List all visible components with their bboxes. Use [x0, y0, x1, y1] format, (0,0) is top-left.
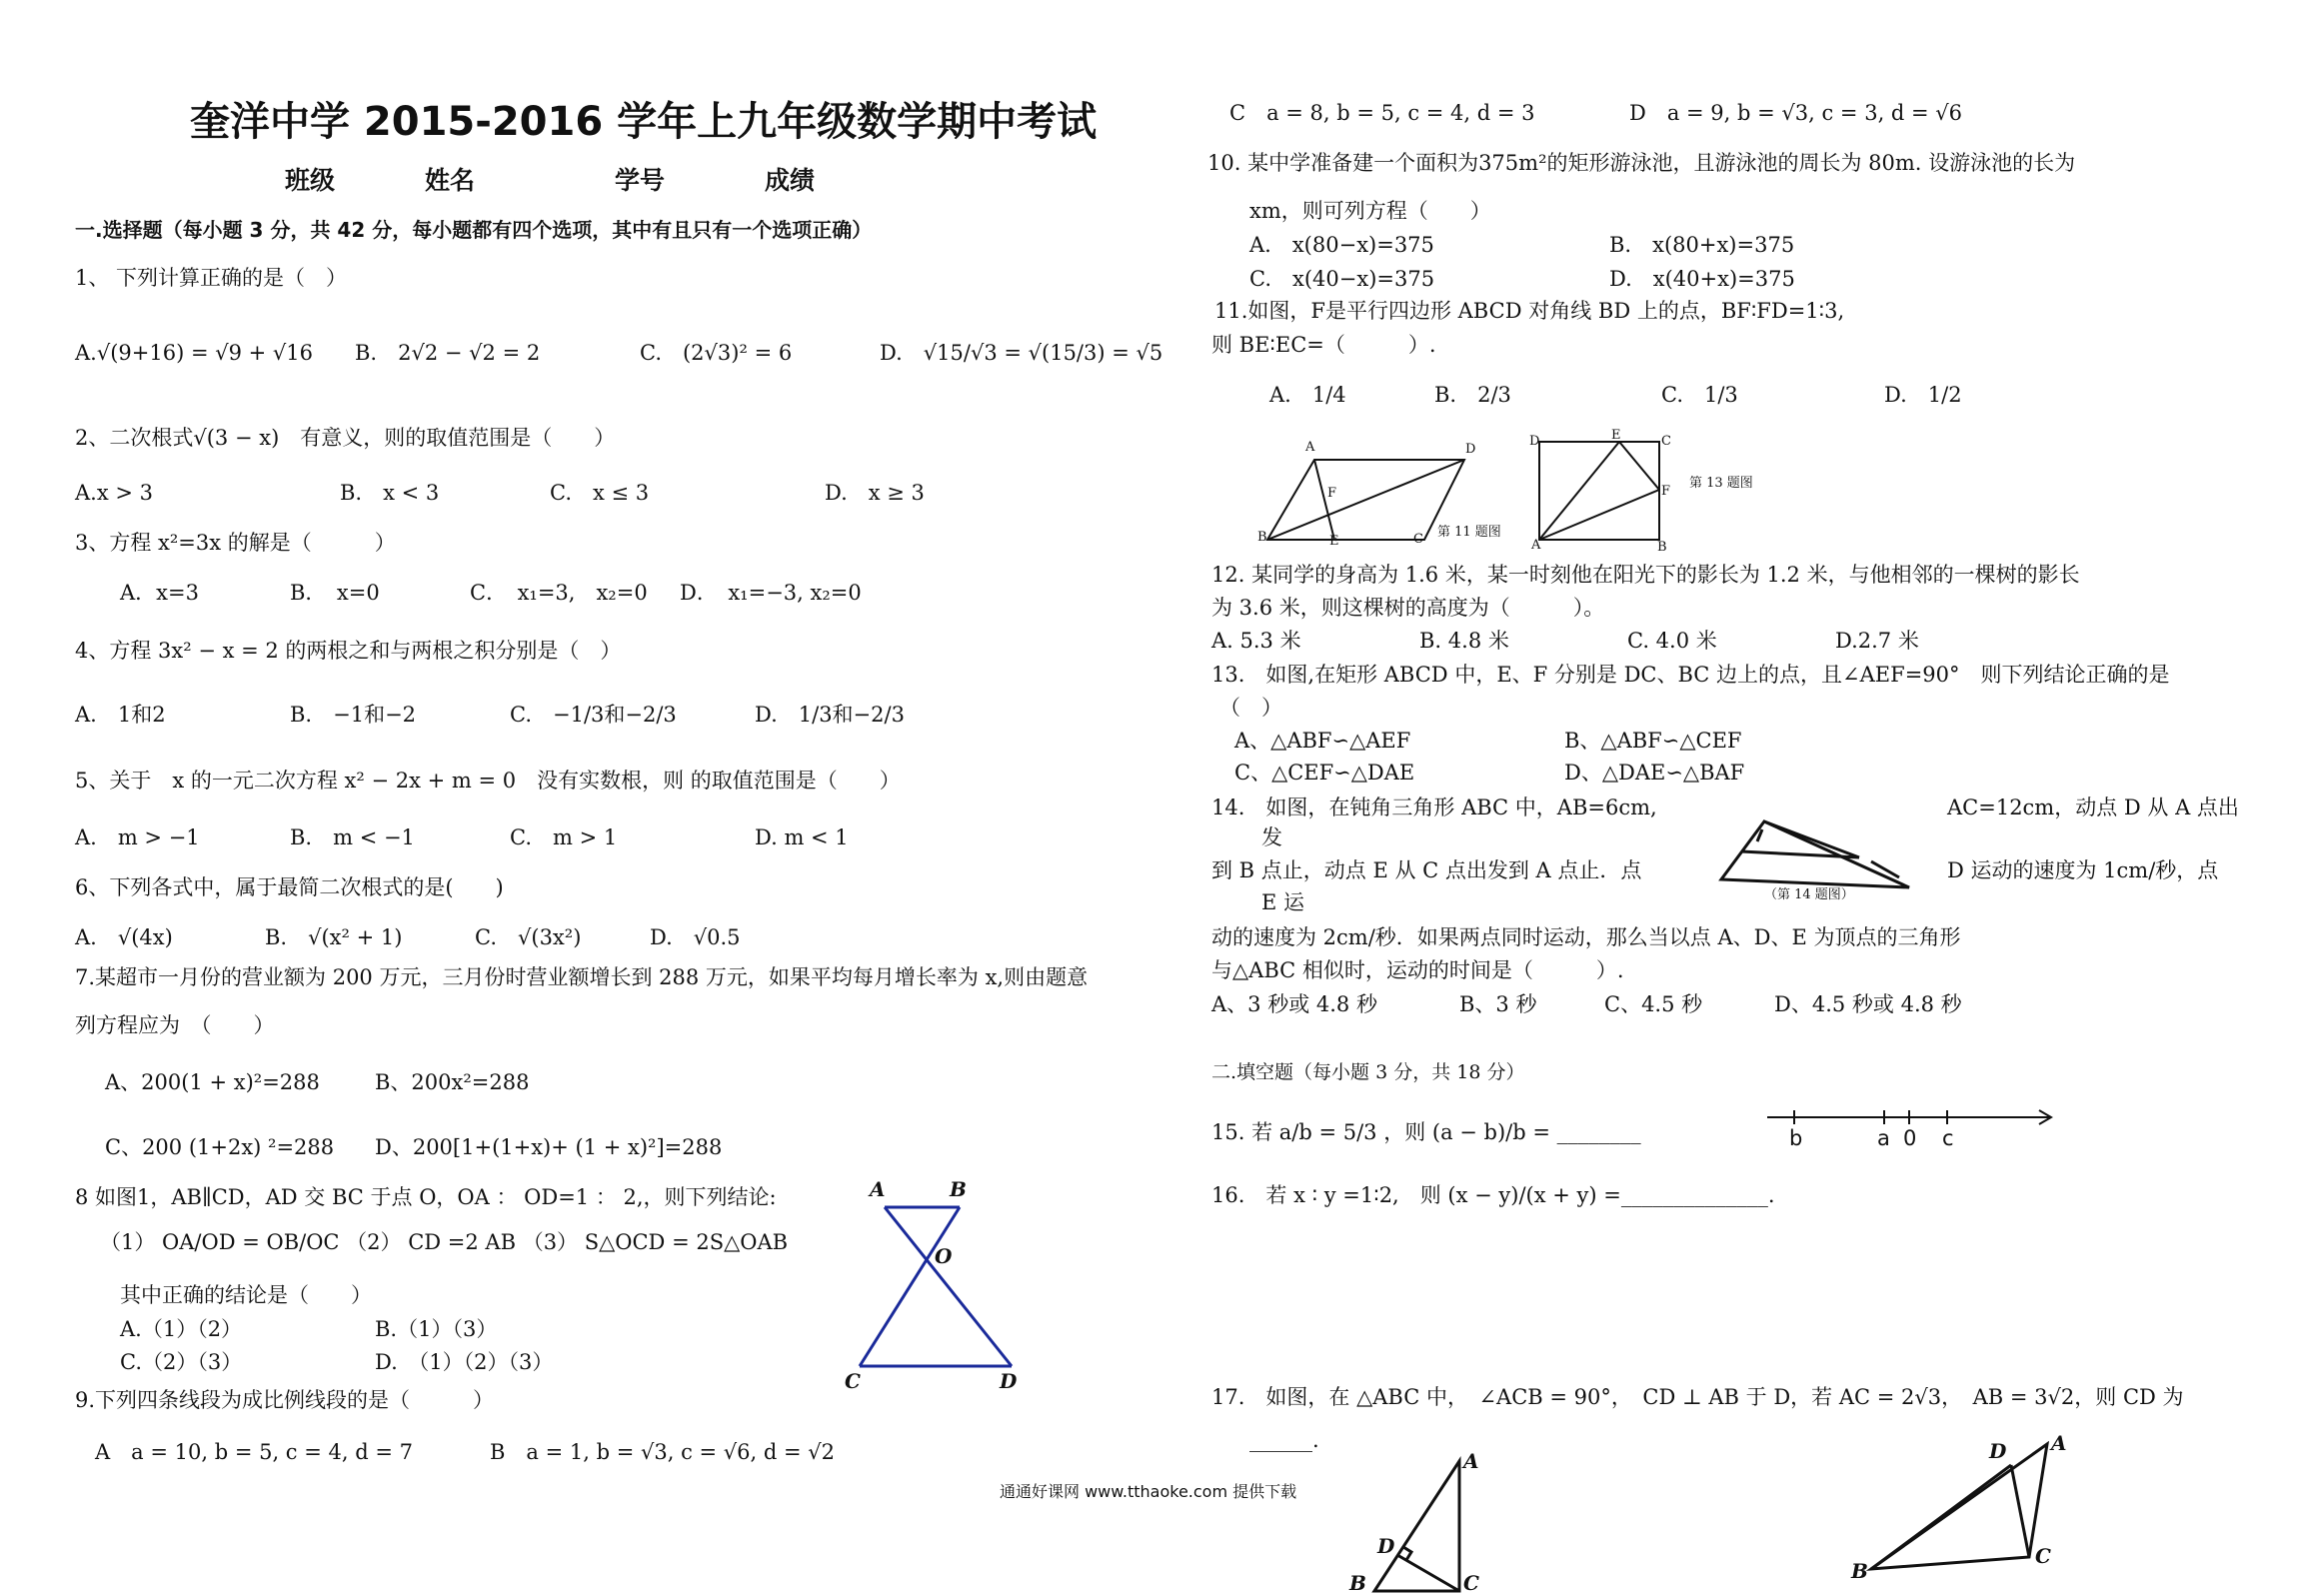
q7-option-d: D、200[1+(1+x)+ (1 + x)²]=288: [375, 1135, 723, 1159]
q13-point-d: D: [1529, 434, 1540, 449]
q10-option-d: D. x(40+x)=375: [1609, 267, 1795, 291]
q4-stem: 4、方程 3x² − x = 2 的两根之和与两根之积分别是（ ）: [75, 639, 622, 663]
q7-stem-line2: 列方程应为 （ ）: [75, 1013, 275, 1037]
q14-option-c: C、4.5 秒: [1604, 992, 1703, 1016]
q1-option-c: C. (2√3)² = 6: [640, 341, 793, 365]
q2-option-d: D. x ≥ 3: [825, 481, 925, 505]
q15-stem: 15. 若 a/b = 5/3 ，则 (a − b)/b = ________: [1211, 1120, 1641, 1144]
q14-option-b: B、3 秒: [1459, 992, 1537, 1016]
q14-line2-left: 到 B 点止，动点 E 从 C 点出发到 A 点止．点: [1211, 858, 1642, 882]
q8-option-c: C.（2）（3）: [120, 1350, 243, 1374]
q14-line2-wrap: E 运: [1261, 890, 1305, 914]
q10-stem-line2: xm，则可列方程（ ）: [1249, 199, 1491, 223]
q11-figure-caption: 第 11 题图: [1437, 525, 1501, 540]
q6-option-b: B. √(x² + 1): [265, 925, 403, 949]
q13-option-c: C、△CEF∽△DAE: [1234, 761, 1415, 785]
q11-stem-line1: 11.如图，F是平行四边形 ABCD 对角线 BD 上的点，BF∶FD=1∶3,: [1214, 299, 1845, 323]
q6-stem: 6、下列各式中，属于最简二次根式的是( ): [75, 875, 504, 899]
q8-point-b: B: [950, 1177, 967, 1201]
q8-point-c: C: [845, 1369, 861, 1393]
q3-option-a: A．x=3: [120, 581, 199, 605]
q4-option-d: D. 1/3和−2/3: [755, 703, 905, 727]
q15-label-b: b: [1789, 1126, 1803, 1150]
q17-blank: ______.: [1249, 1428, 1319, 1452]
q12-option-b: B. 4.8 米: [1419, 629, 1509, 653]
q1-option-d: D. √15/√3 = √(15/3) = √5: [880, 341, 1163, 365]
q15-label-c: c: [1942, 1126, 1954, 1150]
q3-option-d: D． x₁=−3, x₂=0: [680, 581, 862, 605]
exam-title: 奎洋中学 2015-2016 学年上九年级数学期中考试: [190, 99, 1098, 145]
q17a-point-b: B: [1349, 1571, 1366, 1595]
q13-figure-caption: 第 13 题图: [1689, 476, 1753, 491]
q7-stem-line1: 7.某超市一月份的营业额为 200 万元，三月份时营业额增长到 288 万元，如果平均每月增长率为 x,则由题意: [75, 965, 1089, 989]
q9-option-c: C a = 8, b = 5, c = 4, d = 3: [1229, 101, 1535, 125]
q8-option-b: B.（1）（3）: [375, 1317, 498, 1341]
q5-option-a: A. m > −1: [75, 825, 200, 849]
q9-option-d: D a = 9, b = √3, c = 3, d = √6: [1629, 101, 1963, 125]
q9-stem: 9.下列四条线段为成比例线段的是（ ）: [75, 1388, 495, 1412]
id-field-label: 学号: [615, 166, 666, 195]
q7-option-a: A、200(1 + x)²=288: [105, 1070, 320, 1094]
q8-which: 其中正确的结论是（ ）: [120, 1283, 372, 1307]
q8-option-a: A.（1）（2）: [120, 1317, 243, 1341]
q6-option-c: C. √(3x²): [475, 925, 582, 949]
q17b-point-d: D: [1989, 1439, 2007, 1463]
q17a-point-a: A: [1463, 1449, 1479, 1473]
q14-line2-right: D 运动的速度为 1cm/秒，点: [1947, 858, 2219, 882]
q13-option-b: B、△ABF∽△CEF: [1564, 729, 1742, 753]
q13-point-c: C: [1661, 434, 1671, 449]
q15-label-zero: 0: [1903, 1126, 1917, 1150]
q14-line1-left: 14. 如图，在钝角三角形 ABC 中，AB=6cm,: [1211, 796, 1657, 819]
q2-stem: 2、二次根式√(3 − x) 有意义，则的取值范围是（ ）: [75, 426, 616, 450]
q12-stem-line2: 为 3.6 米，则这棵树的高度为（ ）。: [1211, 596, 1605, 620]
q11-option-a: A. 1/4: [1269, 383, 1346, 407]
q14-line1-right: AC=12cm，动点 D 从 A 点出: [1947, 796, 2239, 819]
q1-option-b: B. 2√2 − √2 = 2: [355, 341, 541, 365]
q8-point-o: O: [935, 1244, 953, 1268]
q11-point-c: C: [1413, 532, 1423, 547]
q12-option-d: D.2.7 米: [1835, 629, 1919, 653]
q5-stem: 5、关于 x 的一元二次方程 x² − 2x + m = 0 没有实数根，则 的取值范围是（ ）: [75, 769, 901, 793]
q10-option-a: A. x(80−x)=375: [1249, 233, 1434, 257]
q2-option-b: B. x < 3: [340, 481, 440, 505]
q14-figure-caption: （第 14 题图）: [1764, 887, 1854, 902]
q13-stem-line1: 13. 如图,在矩形 ABCD 中，E、F 分别是 DC、BC 边上的点，且∠AEF=90° 则下列结论正确的是: [1211, 663, 2170, 687]
q13-point-f: F: [1661, 484, 1671, 499]
q11-point-b: B: [1257, 530, 1267, 545]
q15-label-a: a: [1877, 1126, 1890, 1150]
q6-option-a: A. √(4x): [75, 925, 173, 949]
q14-line1-wrap: 发: [1261, 825, 1282, 849]
q17b-point-c: C: [2035, 1544, 2051, 1568]
q8-point-d: D: [1000, 1369, 1018, 1393]
q10-option-b: B. x(80+x)=375: [1609, 233, 1795, 257]
q12-stem-line1: 12. 某同学的身高为 1.6 米，某一时刻他在阳光下的影长为 1.2 米，与他相邻的一棵树的影长: [1211, 563, 2080, 587]
q13-option-d: D、△DAE∽△BAF: [1564, 761, 1745, 785]
q6-option-d: D. √0.5: [650, 925, 741, 949]
q9-option-b: B a = 1, b = √3, c = √6, d = √2: [490, 1440, 836, 1464]
q12-option-c: C. 4.0 米: [1627, 629, 1717, 653]
q4-option-b: B. −1和−2: [290, 703, 417, 727]
q13-option-a: A、△ABF∽△AEF: [1234, 729, 1411, 753]
q2-option-c: C. x ≤ 3: [550, 481, 650, 505]
q1-stem: 1、 下列计算正确的是（ ）: [75, 266, 348, 290]
name-field-label: 姓名: [425, 166, 476, 195]
q7-option-c: C、200 (1+2x) ²=288: [105, 1135, 335, 1159]
q11-point-f: F: [1327, 486, 1337, 501]
q17-stem: 17. 如图，在 △ABC 中， ∠ACB = 90°， CD ⊥ AB 于 D，若 AC = 2√3， AB = 3√2，则 CD 为: [1211, 1385, 2184, 1409]
q17b-point-b: B: [1851, 1559, 1868, 1583]
q8-option-d: D. （1）（2）（3）: [375, 1350, 554, 1374]
q13-point-e: E: [1611, 428, 1621, 443]
q14-line4: 与△ABC 相似时，运动的时间是（ ）.: [1211, 958, 1624, 982]
q11-option-d: D. 1/2: [1884, 383, 1962, 407]
q4-option-c: C. −1/3和−2/3: [510, 703, 677, 727]
q4-option-a: A. 1和2: [75, 703, 166, 727]
section-choice-heading: 一.选择题（每小题 3 分，共 42 分，每小题都有四个选项，其中有且只有一个选项正确）: [75, 218, 873, 242]
q11-stem-line2: 则 BE∶EC=（ ）.: [1211, 333, 1436, 357]
q11-point-e: E: [1329, 534, 1339, 549]
q8-stem: 8 如图1，AB∥CD，AD 交 BC 于点 O，OA ： OD=1 ： 2,，则下列结论:: [75, 1185, 777, 1209]
q14-line3: 动的速度为 2cm/秒．如果两点同时运动，那么当以点 A、D、E 为顶点的三角形: [1211, 925, 1961, 949]
q17a-point-d: D: [1377, 1534, 1395, 1558]
footer-source: 通通好课网 www.tthaoke.com 提供下载: [1000, 1482, 1297, 1501]
q14-option-d: D、4.5 秒或 4.8 秒: [1774, 992, 1962, 1016]
q12-option-a: A. 5.3 米: [1211, 629, 1301, 653]
q1-option-a: A.√(9+16) = √9 + √16: [75, 341, 314, 365]
q13-stem-line2: （ ）: [1219, 696, 1282, 720]
q3-option-b: B． x=0: [290, 581, 380, 605]
q5-option-b: B. m < −1: [290, 825, 415, 849]
score-field-label: 成绩: [765, 166, 816, 195]
q9-option-a: A a = 10, b = 5, c = 4, d = 7: [95, 1440, 413, 1464]
section-fill-heading: 二.填空题（每小题 3 分，共 18 分）: [1211, 1061, 1525, 1083]
q2-option-a: A.x > 3: [75, 481, 153, 505]
q17a-point-c: C: [1463, 1571, 1479, 1595]
q13-point-a: A: [1531, 538, 1541, 553]
q8-statements: （1） OA/OD = OB/OC （2） CD =2 AB （3） S△OCD = 2S△OAB: [100, 1230, 789, 1254]
q5-option-d: D. m < 1: [755, 825, 849, 849]
q11-point-d: D: [1465, 442, 1476, 457]
q11-option-b: B. 2/3: [1434, 383, 1511, 407]
q8-point-a: A: [870, 1177, 886, 1201]
q14-option-a: A、3 秒或 4.8 秒: [1211, 992, 1377, 1016]
q11-option-c: C. 1/3: [1661, 383, 1738, 407]
q11-point-a: A: [1305, 440, 1315, 455]
q10-stem-line1: 10. 某中学准备建一个面积为375m²的矩形游泳池，且游泳池的周长为 80m. 设游泳池的长为: [1207, 151, 2076, 175]
class-field-label: 班级: [285, 166, 336, 195]
q5-option-c: C. m > 1: [510, 825, 618, 849]
q13-point-b: B: [1657, 540, 1667, 555]
q3-option-c: C． x₁=3, x₂=0: [470, 581, 648, 605]
q16-stem: 16. 若 x ∶ y =1∶2, 则 (x − y)/(x + y) =______________.: [1211, 1183, 1775, 1207]
q17b-point-a: A: [2051, 1431, 2067, 1455]
q3-stem: 3、方程 x²=3x 的解是（ ）: [75, 531, 396, 555]
q7-option-b: B、200x²=288: [375, 1070, 530, 1094]
q10-option-c: C. x(40−x)=375: [1249, 267, 1435, 291]
